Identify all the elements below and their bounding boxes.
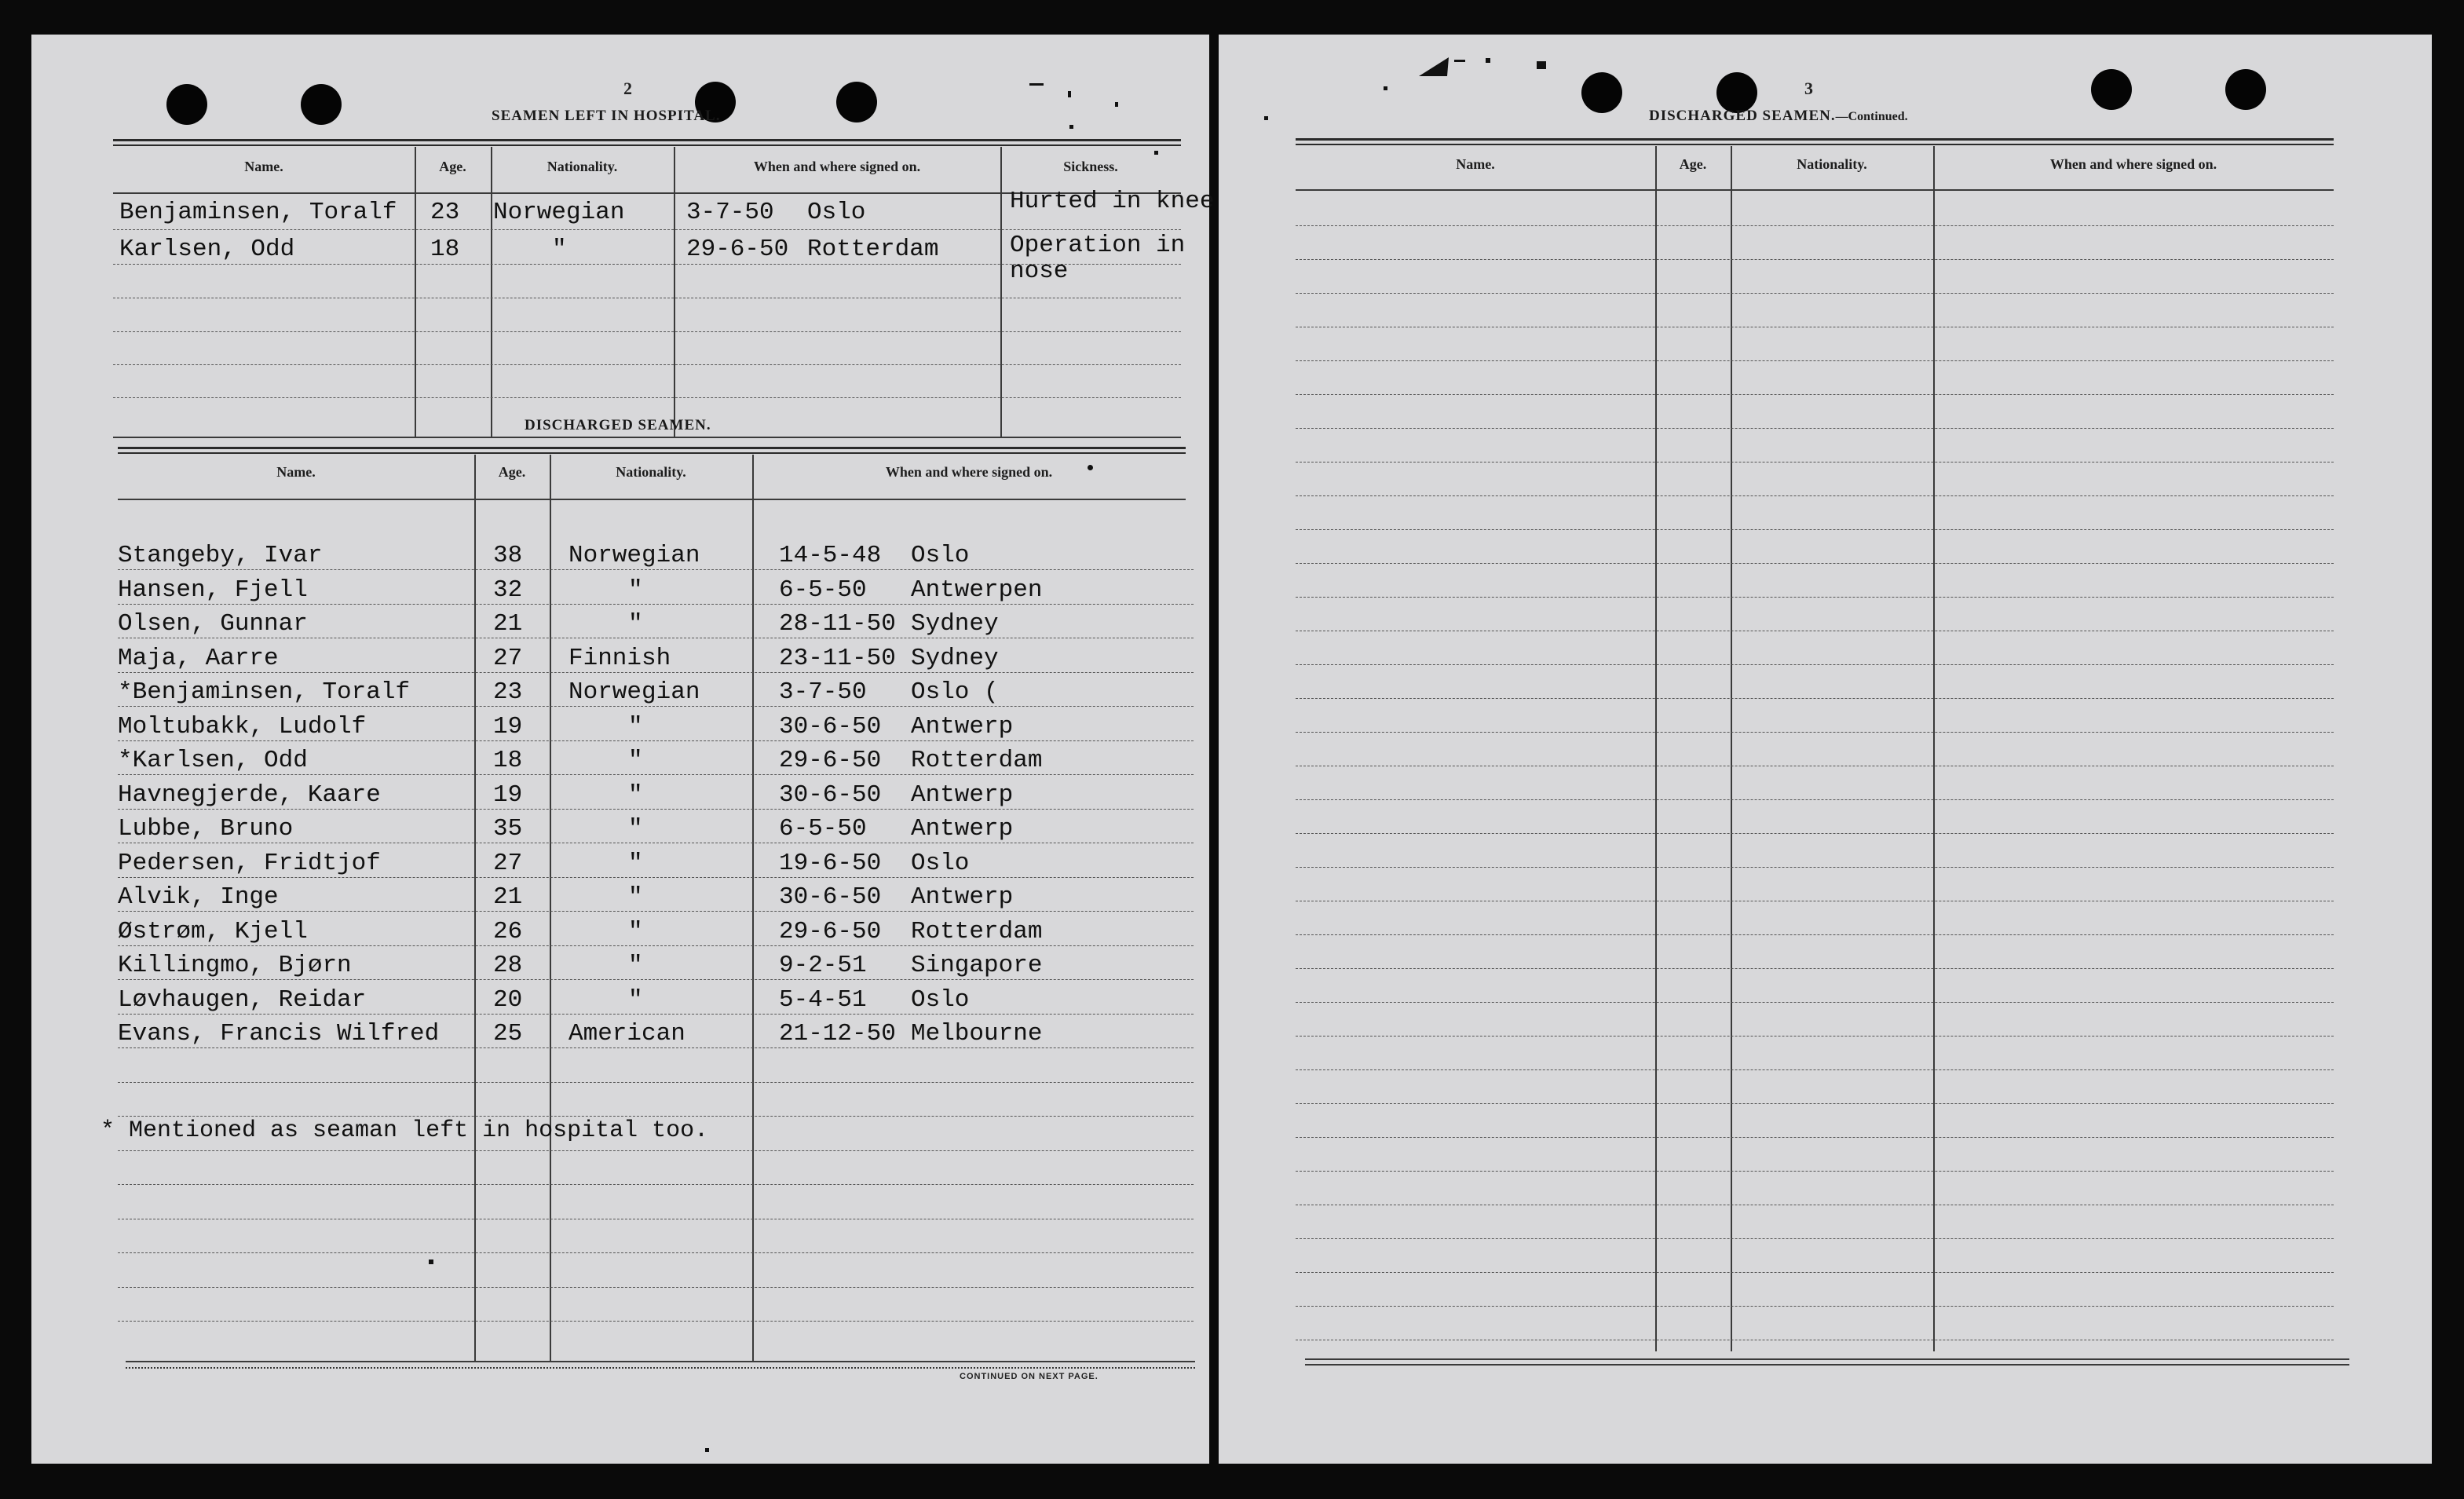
row-rule — [1296, 934, 2334, 935]
row-rule — [118, 911, 1194, 912]
row-rule — [118, 604, 1194, 605]
discharged-row-place: Oslo — [911, 542, 970, 569]
col-header-name: Name. — [244, 159, 283, 174]
discharged-row-nationality: " — [628, 952, 643, 979]
col-header-age: Age. — [498, 464, 526, 480]
discharged-row-name: Evans, Francis Wilfred — [118, 1020, 440, 1047]
row-rule — [1296, 1306, 2334, 1307]
hospital-row-name: Karlsen, Odd — [119, 236, 295, 263]
discharged-row-age: 21 — [493, 883, 523, 911]
discharged-row-place: Rotterdam — [911, 747, 1043, 774]
discharged-row-nationality: " — [628, 610, 643, 638]
discharged-row-place: Antwerpen — [911, 576, 1043, 604]
row-rule — [1296, 563, 2334, 564]
row-rule — [1296, 968, 2334, 969]
row-rule — [1296, 360, 2334, 361]
discharged-row-nationality: Norwegian — [568, 542, 700, 569]
col-header-signed-on: When and where signed on. — [885, 464, 1053, 480]
discharged-row-nationality: " — [628, 747, 643, 774]
hospital-row-sickness: Operation in — [1010, 232, 1186, 259]
row-rule — [118, 774, 1194, 775]
row-rule — [1296, 1103, 2334, 1104]
row-rule — [118, 1321, 1194, 1322]
discharged-row-name: *Karlsen, Odd — [118, 747, 308, 774]
hospital-row-nationality: Norwegian — [493, 199, 625, 226]
discharged-row-age: 18 — [493, 747, 523, 774]
discharged-row-name: Olsen, Gunnar — [118, 610, 308, 638]
row-rule — [118, 945, 1194, 946]
row-rule — [118, 569, 1194, 570]
row-rule — [118, 1116, 1194, 1117]
col-header-name: Name. — [1456, 156, 1495, 172]
discharged-row-date: 9-2-51 — [779, 952, 867, 979]
discharged-row-date: 28-11-50 — [779, 610, 896, 638]
col-header-nationality: Nationality. — [547, 159, 618, 174]
discharged-row-name: Killingmo, Bjørn — [118, 952, 352, 979]
discharged-row-age: 32 — [493, 576, 523, 604]
col-header-signed-on: When and where signed on. — [2049, 156, 2217, 172]
discharged-row-date: 23-11-50 — [779, 645, 896, 672]
row-rule — [1296, 225, 2334, 226]
discharged-row-date: 19-6-50 — [779, 850, 882, 877]
discharged-title-main: DISCHARGED SEAMEN. — [1649, 108, 1836, 124]
continued-suffix: —Continued. — [1835, 110, 1908, 123]
continued-footer: CONTINUED ON NEXT PAGE. — [960, 1372, 1099, 1381]
discharged-row-name: Løvhaugen, Reidar — [118, 986, 367, 1014]
row-rule — [1296, 495, 2334, 496]
discharged-row-place: Oslo — [911, 850, 970, 877]
row-rule — [118, 1287, 1194, 1288]
row-rule — [1296, 799, 2334, 800]
discharged-row-nationality: " — [628, 850, 643, 877]
row-rule — [1296, 1137, 2334, 1138]
discharged-row-age: 28 — [493, 952, 523, 979]
discharged-row-age: 25 — [493, 1020, 523, 1047]
row-rule — [118, 1082, 1194, 1083]
col-header-name: Name. — [276, 464, 316, 480]
page-number: 3 — [1804, 79, 1813, 98]
hospital-row-place: Rotterdam — [807, 236, 939, 263]
punch-hole — [2091, 69, 2132, 110]
right-page — [1219, 35, 2432, 1464]
discharged-row-name: Alvik, Inge — [118, 883, 279, 911]
discharged-row-place: Antwerp — [911, 815, 1014, 843]
discharged-row-name: Stangeby, Ivar — [118, 542, 323, 569]
discharged-row-age: 26 — [493, 918, 523, 945]
hospital-row-sickness-cont: nose — [1010, 258, 1069, 285]
discharged-row-date: 14-5-48 — [779, 542, 882, 569]
punch-hole — [1581, 72, 1622, 113]
hospital-row-age: 18 — [430, 236, 460, 263]
discharged-row-date: 3-7-50 — [779, 678, 867, 706]
discharged-row-age: 20 — [493, 986, 523, 1014]
discharged-row-nationality: " — [628, 883, 643, 911]
discharged-row-age: 19 — [493, 781, 523, 809]
discharged-row-name: Hansen, Fjell — [118, 576, 308, 604]
row-rule — [118, 1047, 1194, 1048]
discharged-row-age: 38 — [493, 542, 523, 569]
row-rule — [1296, 259, 2334, 260]
hospital-row-nationality: " — [552, 236, 567, 263]
row-rule — [1296, 394, 2334, 395]
discharged-row-place: Sydney — [911, 610, 999, 638]
punch-hole — [301, 84, 342, 125]
discharged-row-nationality: " — [628, 781, 643, 809]
discharged-row-name: *Benjaminsen, Toralf — [118, 678, 411, 706]
row-rule — [118, 1252, 1194, 1253]
discharged-section-title: DISCHARGED SEAMEN. — [525, 417, 711, 433]
hospital-row-date: 3-7-50 — [686, 199, 774, 226]
col-header-nationality: Nationality. — [1797, 156, 1867, 172]
discharged-row-date: 6-5-50 — [779, 815, 867, 843]
discharged-row-name: Maja, Aarre — [118, 645, 279, 672]
discharged-continued-title — [1649, 108, 1908, 125]
discharged-row-date: 21-12-50 — [779, 1020, 896, 1047]
row-rule — [118, 706, 1194, 707]
row-rule — [1296, 1002, 2334, 1003]
row-rule — [1296, 597, 2334, 598]
row-rule — [1296, 1272, 2334, 1273]
discharged-row-nationality: " — [628, 918, 643, 945]
row-rule — [118, 1014, 1194, 1015]
discharged-row-date: 30-6-50 — [779, 883, 882, 911]
discharged-row-nationality: " — [628, 713, 643, 740]
row-rule — [118, 877, 1194, 878]
row-rule — [1296, 732, 2334, 733]
discharged-row-name: Østrøm, Kjell — [118, 918, 308, 945]
discharged-row-age: 23 — [493, 678, 523, 706]
discharged-row-age: 27 — [493, 645, 523, 672]
row-rule — [118, 740, 1194, 741]
punch-hole — [836, 82, 877, 122]
row-rule — [118, 1150, 1194, 1151]
hospital-row-age: 23 — [430, 199, 460, 226]
row-rule — [1296, 698, 2334, 699]
discharged-row-date: 29-6-50 — [779, 747, 882, 774]
row-rule — [1296, 1238, 2334, 1239]
discharged-row-nationality: Finnish — [568, 645, 671, 672]
discharged-row-name: Lubbe, Bruno — [118, 815, 294, 843]
discharged-row-date: 5-4-51 — [779, 986, 867, 1014]
discharged-row-place: Antwerp — [911, 781, 1014, 809]
discharged-row-nationality: American — [568, 1020, 685, 1047]
row-rule — [1296, 293, 2334, 294]
col-header-signed-on: When and where signed on. — [753, 159, 921, 174]
discharged-row-place: Antwerp — [911, 883, 1014, 911]
footnote: * Mentioned as seaman left in hospital too. — [101, 1117, 709, 1144]
row-rule — [1296, 1036, 2334, 1037]
torn-mark — [1419, 54, 1450, 78]
left-page — [31, 35, 1215, 1464]
discharged-row-place: Rotterdam — [911, 918, 1043, 945]
discharged-row-place: Sydney — [911, 645, 999, 672]
hospital-row-place: Oslo — [807, 199, 866, 226]
col-header-age: Age. — [439, 159, 466, 174]
punch-hole — [166, 84, 207, 125]
row-rule — [1296, 664, 2334, 665]
discharged-row-date: 6-5-50 — [779, 576, 867, 604]
hospital-row-sickness: Hurted in knee — [1010, 188, 1215, 215]
discharged-row-date: 30-6-50 — [779, 713, 882, 740]
row-rule — [118, 979, 1194, 980]
discharged-row-place: Oslo — [911, 986, 970, 1014]
col-header-sickness: Sickness. — [1063, 159, 1118, 174]
discharged-row-name: Havnegjerde, Kaare — [118, 781, 381, 809]
row-rule — [118, 809, 1194, 810]
discharged-row-place: Singapore — [911, 952, 1043, 979]
hospital-row-date: 29-6-50 — [686, 236, 789, 263]
discharged-row-nationality: " — [628, 986, 643, 1014]
hospital-row-name: Benjaminsen, Toralf — [119, 199, 397, 226]
row-rule — [118, 1184, 1194, 1185]
discharged-row-nationality: Norwegian — [568, 678, 700, 706]
discharged-row-age: 19 — [493, 713, 523, 740]
discharged-row-place: Oslo ( — [911, 678, 999, 706]
row-rule — [1296, 867, 2334, 868]
punch-hole — [2225, 69, 2266, 110]
row-rule — [1296, 428, 2334, 429]
discharged-row-date: 30-6-50 — [779, 781, 882, 809]
hospital-section-title: SEAMEN LEFT IN HOSPITAL. — [492, 108, 721, 124]
col-header-age: Age. — [1679, 156, 1707, 172]
row-rule — [118, 672, 1194, 673]
row-rule — [1296, 1171, 2334, 1172]
discharged-row-date: 29-6-50 — [779, 918, 882, 945]
row-rule — [1296, 1069, 2334, 1070]
discharged-row-place: Melbourne — [911, 1020, 1043, 1047]
discharged-row-place: Antwerp — [911, 713, 1014, 740]
discharged-row-age: 21 — [493, 610, 523, 638]
discharged-row-age: 35 — [493, 815, 523, 843]
discharged-row-name: Pedersen, Fridtjof — [118, 850, 381, 877]
discharged-row-name: Moltubakk, Ludolf — [118, 713, 367, 740]
discharged-row-age: 27 — [493, 850, 523, 877]
discharged-row-nationality: " — [628, 576, 643, 604]
row-rule — [1296, 833, 2334, 834]
row-rule — [1296, 529, 2334, 530]
col-header-nationality: Nationality. — [616, 464, 686, 480]
page-number: 2 — [623, 79, 632, 98]
discharged-row-nationality: " — [628, 815, 643, 843]
